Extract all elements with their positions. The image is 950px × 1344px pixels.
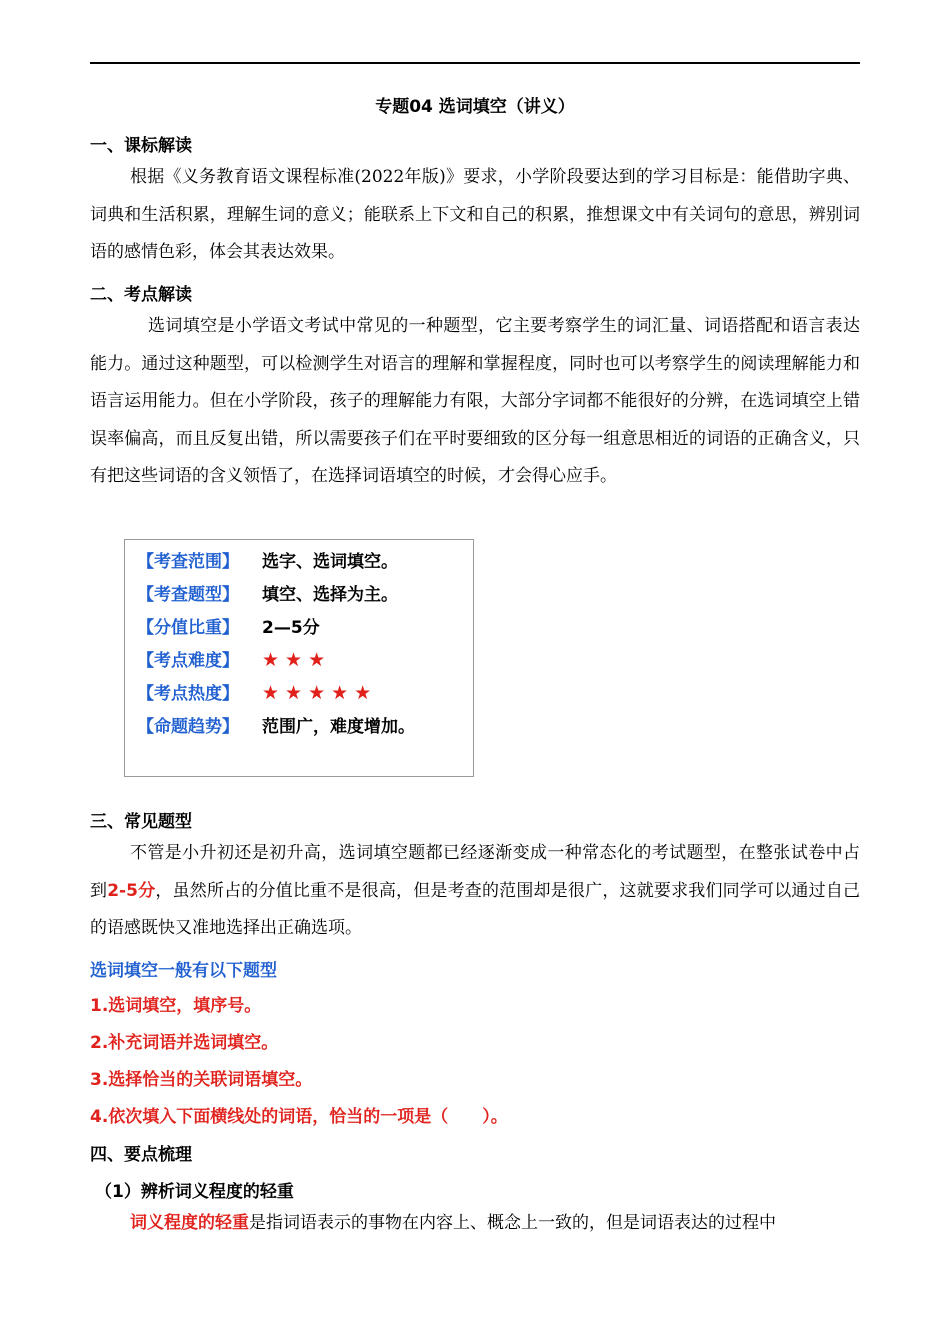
info-row-trend: 【命题趋势】 范围广，难度增加。 xyxy=(137,717,415,737)
section-heading-types: 三、常见题型 xyxy=(90,812,192,832)
info-row-heat: 【考点热度】 ★★★★★ xyxy=(137,682,378,704)
section-heading-standards: 一、课标解读 xyxy=(90,136,192,156)
type-item-4: 4.依次填入下面横线处的词语，恰当的一项是（ ）。 xyxy=(90,1107,508,1127)
paragraph: 根据《义务教育语文课程标准(2022年版)》要求，小学阶段要达到的学习目标是：能借助字典、词典和生活积累，理解生词的意义；能联系上下文和自己的积累，推想课文中有关词句的意思，辨别词语的感情色彩，体会其表达效果。 xyxy=(90,167,860,262)
section-heading-summary: 四、要点梳理 xyxy=(90,1145,192,1165)
star-icon: ★★★ xyxy=(262,649,332,671)
highlight-score: 2-5分 xyxy=(107,880,156,901)
header-rule xyxy=(90,62,860,64)
paragraph: 选词填空是小学语文考试中常见的一种题型，它主要考察学生的词汇量、词语搭配和语言表达能力。通过这种题型，可以检测学生对语言的理解和掌握程度，同时也可以考察学生的阅读理解能力和语言运用能力。但在小学阶段，孩子的理解能力有限，大部分字词都不能很好的分辨，在选词填空上错误率偏高，而且反复出错，所以需要孩子们在平时要细致的区分每一组意思相近的词语的正确含义，只有把这些词语的含义领悟了，在选择词语填空的时候，才会得心应手。 xyxy=(90,316,860,486)
types-title: 选词填空一般有以下题型 xyxy=(90,961,277,981)
paragraph: 不管是小升初还是初升高，选词填空题都已经逐渐变成一种常态化的考试题型，在整张试卷中占到2-5分，虽然所占的分值比重不是很高，但是考查的范围却是很广，这就要求我们同学可以通过自己的语感既快又准地选择出正确选项。 xyxy=(90,843,861,938)
subheading-degree: （1）辨析词义程度的轻重 xyxy=(95,1182,294,1202)
highlight-term: 词义程度的轻重 xyxy=(130,1213,249,1233)
info-row-type: 【考查题型】 填空、选择为主。 xyxy=(137,585,398,605)
type-item-2: 2.补充词语并选词填空。 xyxy=(90,1033,279,1053)
section-text-points xyxy=(90,308,860,496)
info-row-difficulty: 【考点难度】 ★★★ xyxy=(137,649,332,671)
info-row-range: 【考查范围】 选字、选词填空。 xyxy=(137,552,398,572)
type-item-1: 1.选词填空，填序号。 xyxy=(90,996,262,1016)
page-title: 专题04 选词填空（讲义） xyxy=(375,97,575,117)
paragraph: 词义程度的轻重是指词语表示的事物在内容上、概念上一致的，但是词语表达的过程中 xyxy=(130,1213,776,1233)
star-icon: ★★★★★ xyxy=(262,682,378,704)
section-heading-points: 二、考点解读 xyxy=(90,285,192,305)
info-row-score: 【分值比重】 2—5分 xyxy=(137,618,320,638)
section-text-types xyxy=(90,835,860,948)
section-text-standards xyxy=(90,159,860,272)
info-box xyxy=(124,539,474,777)
type-item-3: 3.选择恰当的关联词语填空。 xyxy=(90,1070,313,1090)
section-text-summary xyxy=(90,1205,860,1243)
